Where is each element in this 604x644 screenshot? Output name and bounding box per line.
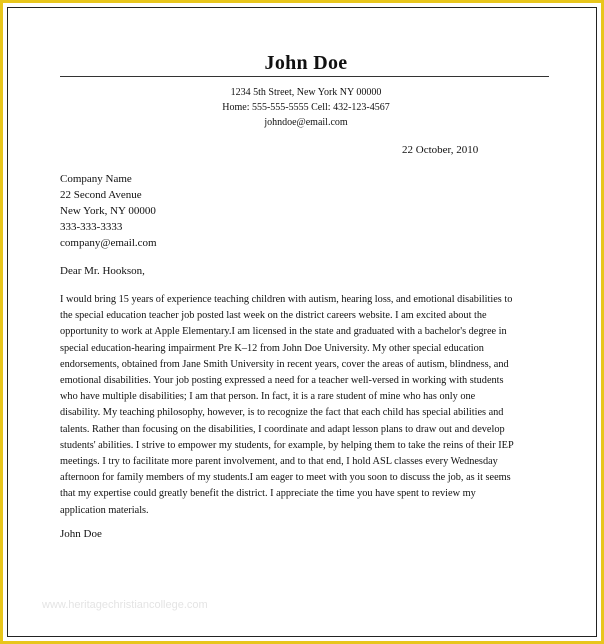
sender-name: John Doe [264,52,348,74]
recipient-company: Company Name [60,173,132,185]
body-line: emotional disabilities. Your job posting expressed a need for a teacher well-versed in working with students [60,375,504,387]
recipient-street: 22 Second Avenue [60,189,142,201]
letter-page [7,7,597,637]
body-line: special education-hearing impairment Pre K–12 from John Doe University. My other special education [60,342,484,354]
header-divider [60,76,549,77]
body-line: opportunity to work at Apple Elementary.I am licensed in the state and graduated with a bachelor's degree in [60,326,507,338]
recipient-city: New York, NY 00000 [60,205,156,217]
letter-date: 22 October, 2010 [402,144,479,156]
body-line: disability. My teaching philosophy, however, is to recognize the fact that each child has special abilities and [60,407,504,419]
letter-body [60,292,556,519]
recipient-phone: 333-333-3333 [60,221,123,233]
body-line: I would bring 15 years of experience teaching children with autism, hearing loss, and emotional disabilities to [60,294,513,305]
recipient-email: company@email.com [60,237,157,249]
body-line: endorsements, obtained from Jane Smith University in recent years, cover the areas of autism, blindness, and [60,358,509,370]
watermark-text: www.heritagechristiancollege.com [42,599,208,611]
body-line: students' abilities. I strive to empower my students, for example, by helping them to take the reins of their IEP [60,439,514,451]
salutation: Dear Mr. Hookson, [60,265,145,277]
body-line: talents. Rather than focusing on the disabilities, I coordinate and adapt lesson plans to draw out and develop [60,423,505,435]
sender-email: johndoe@email.com [264,117,348,128]
sender-address: 1234 5th Street, New York NY 00000 [230,87,382,98]
body-line: application materials. [60,504,149,516]
body-line: that my expertise could greatly benefit the district. I appreciate the time you have spent to review my [60,488,476,500]
body-line: the special education teacher job posted last week on the district careers website. I am excited about the [60,310,487,322]
body-line: meetings. I try to facilitate more parent involvement, and to that end, I hold ASL classes every Wednesday [60,456,498,468]
body-line: who have multiple disabilities; I am that person. In fact, it is a rare student of mine who has only one [60,391,476,403]
sender-phones: Home: 555-555-5555 Cell: 432-123-4567 [222,102,390,113]
body-line: afternoon for family members of my students.I am eager to meet with you soon to discuss the job, as it seems [60,472,511,484]
signature-name: John Doe [60,528,102,540]
